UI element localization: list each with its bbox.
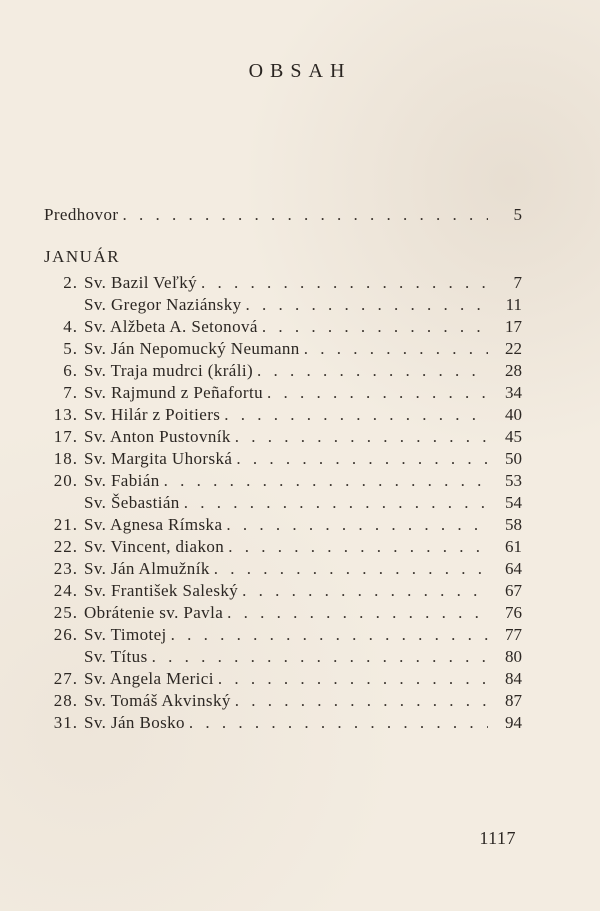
dot-leader [257,360,488,382]
entry-day: 21. [53,515,78,534]
toc-entry [84,624,488,646]
dot-leader [214,558,488,580]
toc-row [44,404,522,426]
dot-leader [171,624,488,646]
dot-leader [246,294,489,316]
entry-title: Sv. Ján Almužník [84,559,210,578]
dot-leader [242,580,488,602]
entry-page-number: 45 [505,427,522,446]
toc-row [44,448,522,470]
toc-entry [84,426,488,448]
preface-page-number: 5 [513,205,522,224]
toc-row [44,602,522,624]
entry-page-number: 58 [505,515,522,534]
toc-row [44,514,522,536]
entry-page-number: 80 [505,647,522,666]
entry-day: 31. [53,713,78,732]
dot-leader [224,404,488,426]
toc-entry-list [44,272,522,734]
entry-day: 18. [53,449,78,468]
toc-entry [84,316,488,338]
toc-row [44,624,522,646]
toc-entry [84,646,488,668]
toc-entry [84,470,488,492]
dot-leader [262,316,488,338]
entry-title: Sv. Šebastián [84,493,180,512]
entry-title: Sv. František Saleský [84,581,239,600]
entry-title: Sv. Gregor Naziánsky [84,295,242,314]
entry-day: 27. [53,669,78,688]
toc-entry [84,536,488,558]
toc-entry [84,602,488,624]
entry-page-number: 50 [505,449,522,468]
toc-entry [84,514,488,536]
dot-leader [184,492,488,514]
entry-page-number: 67 [505,581,522,600]
toc-row [44,492,522,514]
toc-entry [44,204,488,226]
entry-day: 23. [53,559,78,578]
dot-leader [152,646,488,668]
toc-entry [84,690,488,712]
entry-title: Sv. Rajmund z Peñafortu [84,383,264,402]
toc-row [44,360,522,382]
entry-day: 5. [63,339,78,358]
toc-entry [84,712,488,734]
entry-page-number: 77 [505,625,522,644]
toc-entry [84,360,488,382]
entry-page-number: 22 [505,339,522,358]
dot-leader [226,514,488,536]
entry-title: Sv. Angela Merici [84,669,214,688]
toc-row [44,382,522,404]
entry-title: Sv. Alžbeta A. Setonová [84,317,258,336]
toc-entry [84,448,488,470]
entry-page-number: 64 [505,559,522,578]
toc-entry [84,492,488,514]
dot-leader [228,536,488,558]
entry-title: Sv. Fabián [84,471,160,490]
entry-page-number: 17 [505,317,522,336]
toc-entry [84,668,488,690]
dot-leader [227,602,488,624]
toc-row [44,580,522,602]
toc-row [44,338,522,360]
dot-leader [304,338,488,360]
entry-title: Sv. Ján Nepomucký Neumann [84,339,300,358]
toc-row [44,558,522,580]
entry-title: Sv. Agnesa Rímska [84,515,223,534]
entry-day: 26. [53,625,78,644]
entry-day: 25. [53,603,78,622]
table-of-contents [44,204,522,734]
toc-entry [84,272,488,294]
entry-page-number: 11 [505,295,522,314]
toc-row [44,712,522,734]
page-title: OBSAH [248,60,352,82]
entry-day: 28. [53,691,78,710]
toc-entry [84,294,488,316]
toc-row [44,646,522,668]
entry-title: Sv. Tomáš Akvinský [84,691,231,710]
toc-entry [84,382,488,404]
toc-row [44,536,522,558]
toc-row [44,294,522,316]
toc-entry [84,338,488,360]
page-number: 1117 [479,828,516,848]
dot-leader [189,712,488,734]
entry-title: Sv. Hilár z Poitiers [84,405,221,424]
entry-page-number: 7 [513,273,522,292]
entry-page-number: 54 [505,493,522,512]
entry-day: 24. [53,581,78,600]
dot-leader [201,272,488,294]
dot-leader [122,204,488,226]
entry-page-number: 94 [505,713,522,732]
dot-leader [218,668,488,690]
entry-day: 20. [53,471,78,490]
toc-row [44,668,522,690]
entry-title: Sv. Margita Uhorská [84,449,233,468]
toc-row [44,690,522,712]
entry-title: Sv. Títus [84,647,148,666]
dot-leader [235,690,488,712]
entry-day: 17. [53,427,78,446]
toc-entry [84,404,488,426]
entry-day: 13. [53,405,78,424]
entry-title: Sv. Anton Pustovník [84,427,231,446]
toc-row [44,470,522,492]
toc-row [44,316,522,338]
dot-leader [267,382,488,404]
entry-day: 22. [53,537,78,556]
entry-page-number: 28 [505,361,522,380]
preface-label: Predhovor [44,205,119,224]
entry-page-number: 76 [505,603,522,622]
entry-title: Sv. Timotej [84,625,167,644]
entry-day: 7. [63,383,78,402]
toc-row [44,426,522,448]
dot-leader [164,470,488,492]
entry-page-number: 40 [505,405,522,424]
entry-page-number: 34 [505,383,522,402]
entry-day: 2. [63,273,78,292]
toc-row-preface [44,204,522,226]
entry-title: Sv. Ján Bosko [84,713,185,732]
entry-title: Sv. Bazil Veľký [84,273,198,292]
toc-entry [84,558,488,580]
toc-entry [84,580,488,602]
entry-title: Sv. Vincent, diakon [84,537,225,556]
month-heading: JANUÁR [44,247,121,266]
entry-title: Obrátenie sv. Pavla [84,603,224,622]
entry-page-number: 61 [505,537,522,556]
dot-leader [235,426,488,448]
entry-title: Sv. Traja mudrci (králi) [84,361,254,380]
entry-page-number: 87 [505,691,522,710]
dot-leader [236,448,488,470]
entry-day: 6. [63,361,78,380]
toc-row [44,272,522,294]
entry-day: 4. [63,317,78,336]
entry-page-number: 53 [505,471,522,490]
entry-page-number: 84 [505,669,522,688]
